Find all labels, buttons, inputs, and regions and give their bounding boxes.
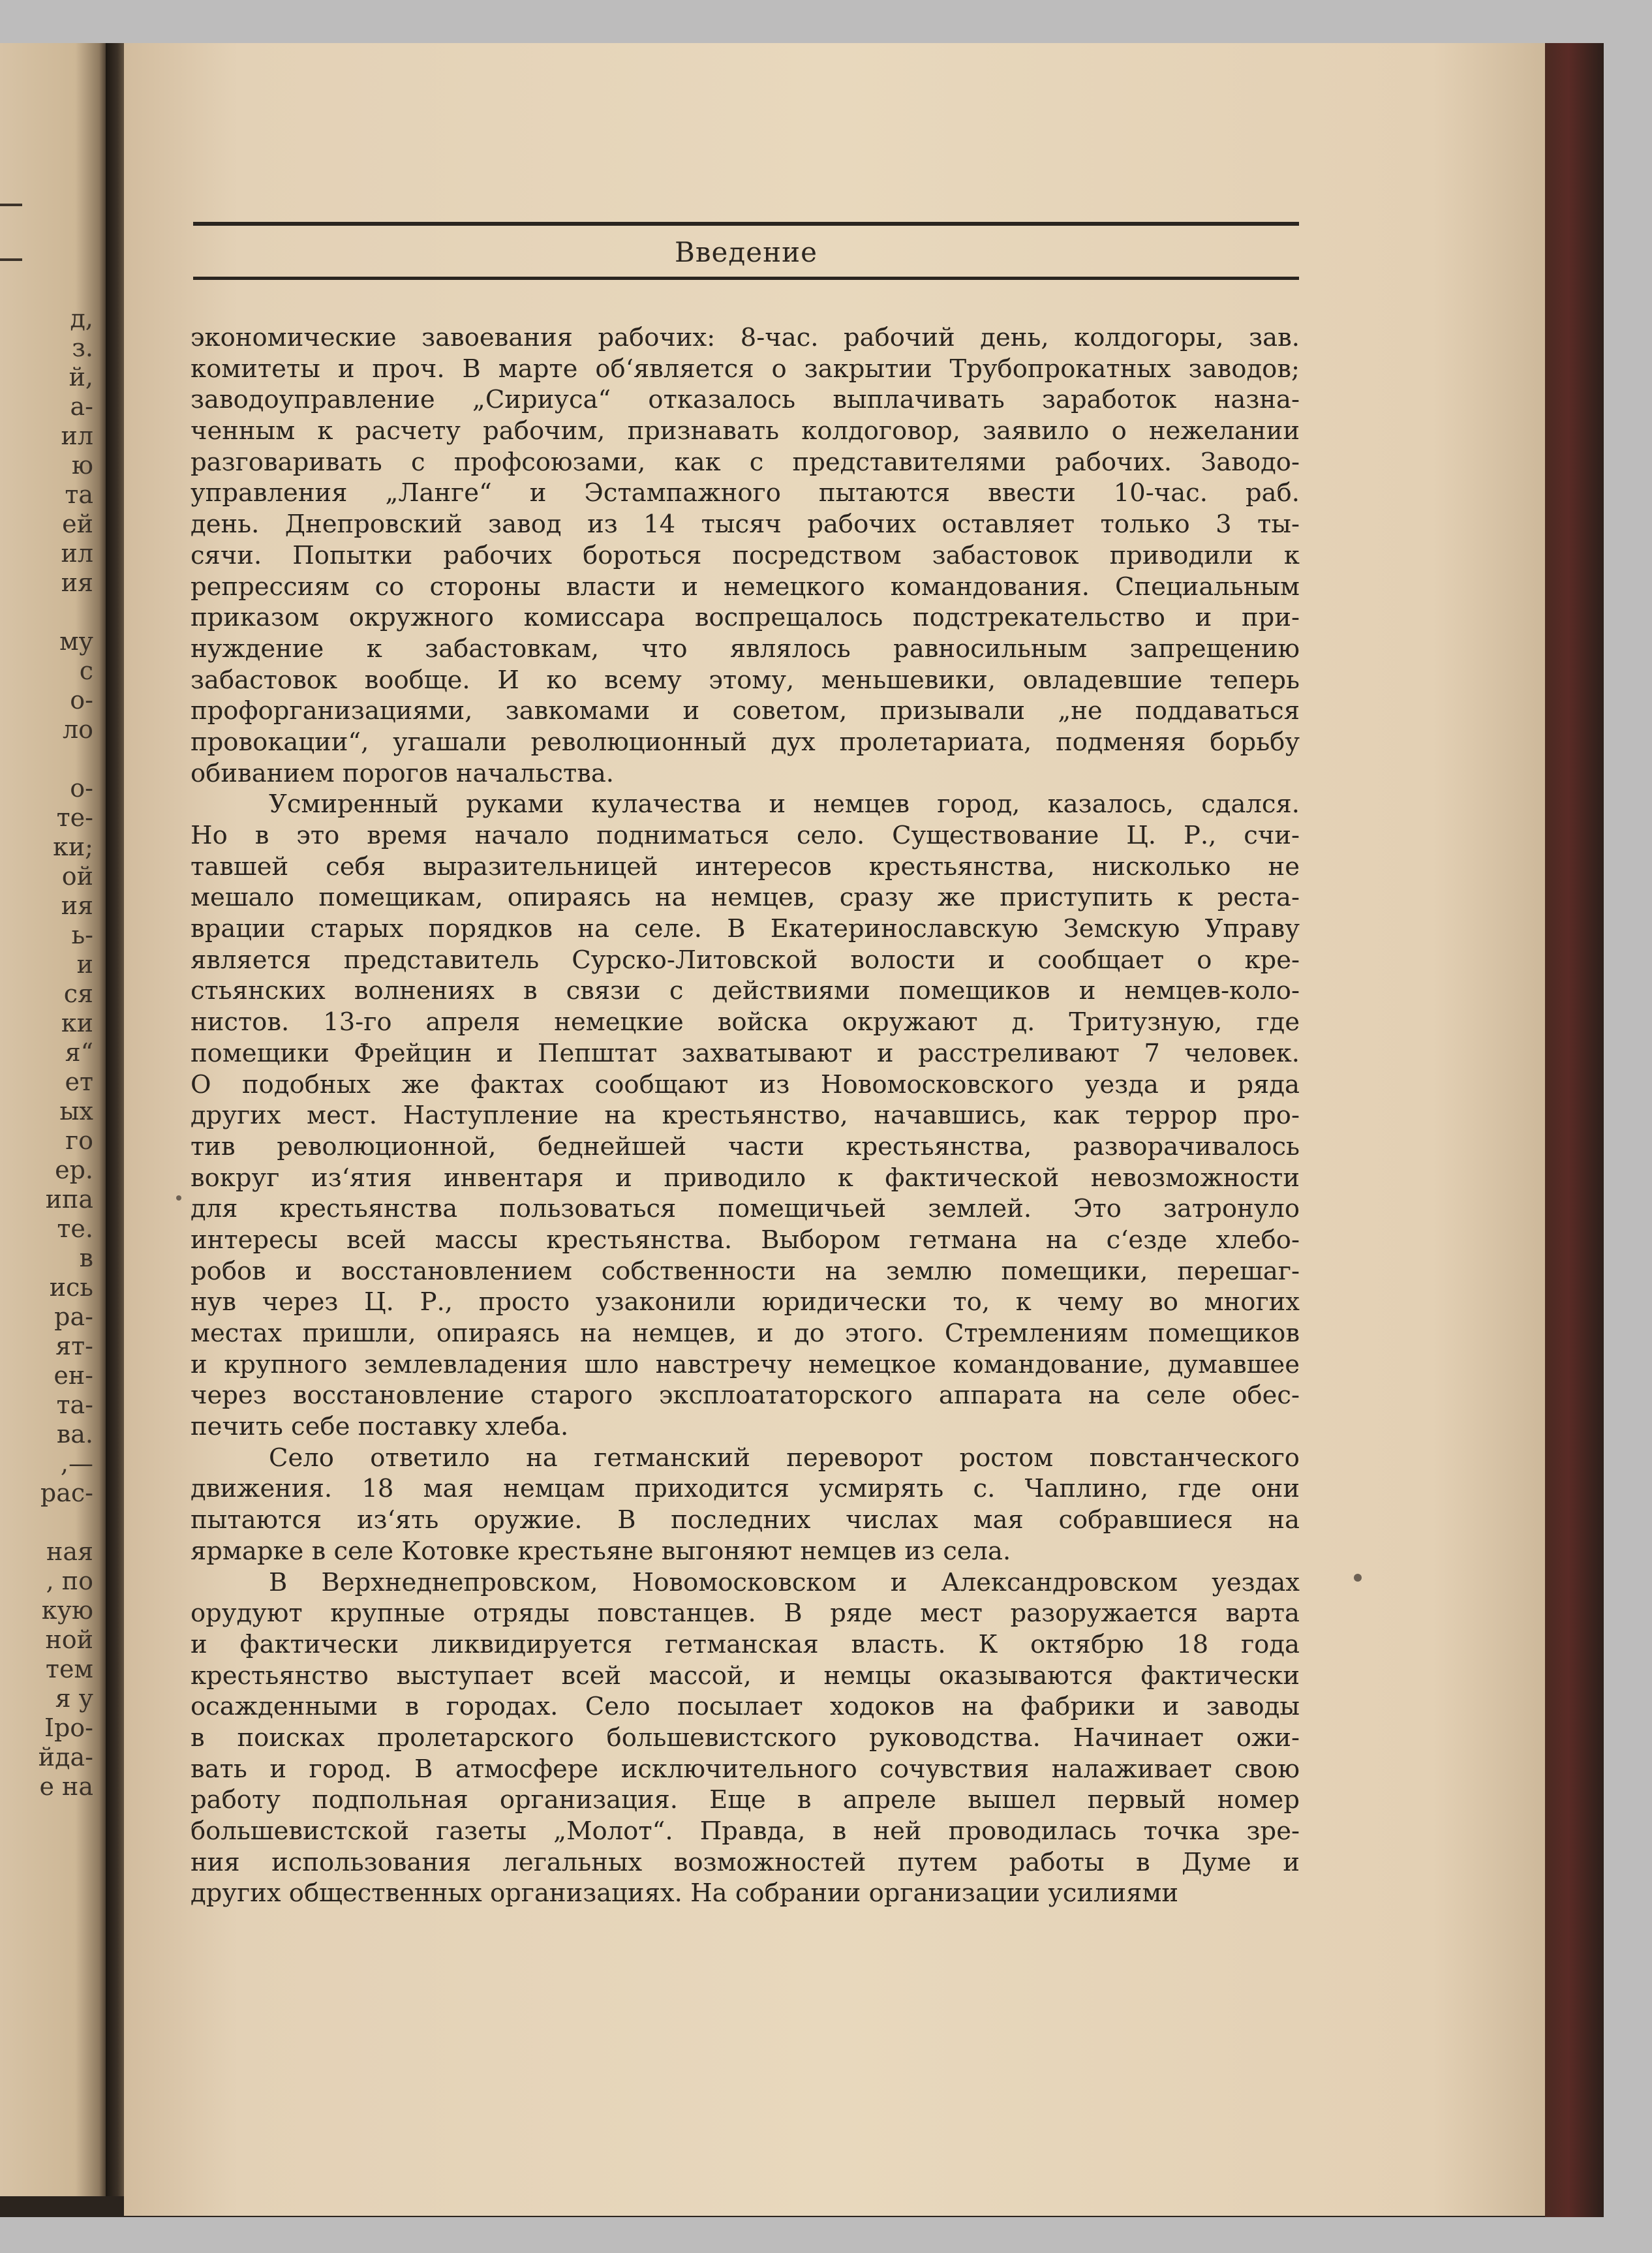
text-line: интересы всей массы крестьянства. Выбором гетмана на с‘езде хлебо- — [191, 1225, 1300, 1255]
text-line: тавшей себя выразительницей интересов крестьянства, нисколько не — [191, 851, 1300, 881]
left-page-fragment: ия — [61, 568, 93, 597]
left-page-fragment: ет — [65, 1067, 93, 1096]
text-line: тив революционной, беднейшей части крестьянства, разворачивалось — [191, 1131, 1300, 1161]
text-line: обиванием порогов начальства. — [191, 758, 615, 788]
left-page-fragment: ра- — [54, 1302, 93, 1331]
left-page-fragment: й, — [69, 363, 93, 391]
paragraph — [191, 1443, 1300, 1567]
left-page-fragment — [0, 598, 93, 627]
left-page-fragment: ло — [62, 715, 93, 744]
left-page-text-fragments — [0, 304, 93, 1801]
left-page-fragment: ил — [61, 539, 93, 568]
left-page-fragment: д, — [70, 304, 93, 333]
paragraph — [191, 322, 1300, 789]
header-rule-top — [193, 222, 1299, 226]
text-line: помещики Фрейцин и Пепштат захватывают и расстреливают 7 человек. — [191, 1038, 1300, 1068]
left-page-fragment: ки; — [53, 833, 93, 861]
left-page-fragment: ен- — [54, 1361, 93, 1390]
left-page-fragment: ил — [61, 421, 93, 450]
text-line: местах пришли, опираясь на немцев, и до этого. Стремлениям помещиков — [191, 1319, 1300, 1348]
text-line: заводоуправление „Сириуса“ отказалось выплачивать заработок назна- — [191, 385, 1300, 415]
left-page-fragment: рас- — [40, 1479, 93, 1507]
text-line: пытаются из‘ять оружие. В последних числах мая собравшиеся на — [191, 1505, 1300, 1535]
text-line: комитеты и проч. В марте об‘является о закрытии Трубопрокатных заводов; — [191, 354, 1300, 384]
paragraph — [191, 789, 1300, 1442]
left-page-fragment: тем — [45, 1655, 93, 1683]
left-page-fragment: те- — [56, 803, 93, 832]
text-line: большевистской газеты „Молот“. Правда, в ней проводилась точка зре- — [191, 1816, 1300, 1846]
left-page-fragment: ная — [46, 1537, 93, 1566]
left-page-fragment: и — [76, 950, 93, 979]
left-page-fragment: ер. — [55, 1156, 93, 1184]
text-line: работу подпольная организация. Еще в апреле вышел первый номер — [191, 1785, 1300, 1815]
left-page-fragment: кую — [41, 1596, 93, 1625]
text-line: других мест. Наступление на крестьянство, начавшись, как террор про- — [191, 1101, 1300, 1131]
text-line: профорганизациями, завкомами и советом, призывали „не поддаваться — [191, 696, 1300, 726]
page-body-text — [191, 322, 1300, 1909]
left-page-fragment: ей — [62, 510, 93, 538]
text-line: осажденными в городах. Село посылает ходоков на фабрики и заводы — [191, 1692, 1300, 1722]
book-cover-edge — [1545, 43, 1604, 2217]
text-line: день. Днепровский завод из 14 тысяч рабочих оставляет только 3 ты- — [191, 510, 1300, 540]
paper-speck — [176, 1195, 181, 1201]
text-line: движения. 18 мая немцам приходится усмирять с. Чаплино, где они — [191, 1474, 1300, 1504]
text-line: орудуют крупные отряды повстанцев. В ряде мест разоружается варта — [191, 1599, 1300, 1629]
text-line: мешало помещикам, опираясь на немцев, сразу же приступить к реста- — [191, 883, 1300, 913]
text-line: провокации“, угашали революционный дух пролетариата, подменяя борьбу — [191, 727, 1300, 757]
left-page-fragment: йда- — [38, 1743, 93, 1771]
text-line: репрессиям со стороны власти и немецкого командования. Специальным — [191, 572, 1300, 602]
left-page-fragment: ипа — [45, 1185, 93, 1214]
left-page-fragment: о- — [70, 774, 93, 803]
paper-speck — [1354, 1574, 1362, 1582]
left-page-fragment: я“ — [65, 1038, 93, 1067]
text-line: для крестьянства пользоваться помещичьей землей. Это затронуло — [191, 1194, 1300, 1224]
text-line: врации старых порядков на селе. В Екатеринославскую Земскую Управу — [191, 914, 1300, 944]
left-page-fragment: ,— — [60, 1449, 93, 1478]
left-page-fragment: ых — [59, 1097, 93, 1126]
text-line: О подобных же фактах сообщают из Новомосковского уезда и ряда — [191, 1069, 1300, 1099]
text-line: разговаривать с профсоюзами, как с представителями рабочих. Заводо- — [191, 447, 1300, 477]
text-line: вокруг из‘ятия инвентаря и приводило к фактической невозможности — [191, 1163, 1300, 1193]
text-line: приказом окружного комиссара воспрещалось подстрекательство и при- — [191, 603, 1300, 633]
text-line: сячи. Попытки рабочих бороться посредством забастовок приводили к — [191, 540, 1300, 570]
running-head: Введение — [675, 236, 818, 268]
text-line: и крупного землевладения шло навстречу немецкое командование, думавшее — [191, 1349, 1300, 1379]
left-page-fragment: го — [65, 1126, 93, 1155]
text-line: ярмарке в селе Котовке крестьяне выгоняют немцев из села. — [191, 1536, 1011, 1566]
left-page-fragment: та- — [56, 1390, 93, 1419]
text-line: управления „Ланге“ и Эстампажного пытаются ввести 10-час. раб. — [191, 478, 1300, 508]
left-page-fragment: та — [65, 480, 93, 509]
text-line: экономические завоевания рабочих: 8-час. рабочий день, колдогоры, зав. — [191, 323, 1300, 352]
header-rule-bottom — [193, 277, 1299, 280]
left-page-fragment — [0, 744, 93, 774]
left-page-fragment: в — [79, 1244, 93, 1272]
left-page-fragment: Іро- — [44, 1713, 93, 1742]
left-page-fragment: те. — [57, 1214, 93, 1243]
text-line: печить себе поставку хлеба. — [191, 1412, 569, 1442]
text-line: Село ответило на гетманский переворот ростом повстанческого — [269, 1443, 1300, 1473]
text-line: робов и восстановлением собственности на землю помещики, перешаг- — [191, 1256, 1300, 1286]
text-line: через восстановление старого эксплоататорского аппарата на селе обес- — [191, 1381, 1300, 1411]
left-page-fragment: ю — [71, 451, 93, 480]
text-line: ченным к расчету рабочим, признавать колдоговор, заявило о нежелании — [191, 416, 1300, 446]
left-page-fragment: ь- — [71, 921, 93, 949]
left-page-fragment: а- — [70, 392, 93, 421]
text-line: забастовок вообще. И ко всему этому, меньшевики, овладевшие теперь — [191, 665, 1300, 695]
left-page-dash — [0, 258, 22, 261]
text-line: в поисках пролетарского большевистского руководства. Начинает ожи- — [191, 1723, 1300, 1753]
left-page-fragment: с — [79, 656, 93, 685]
text-line: Усмиренный руками кулачества и немцев город, казалось, сдался. — [269, 789, 1300, 820]
text-line: ния использования легальных возможностей путем работы в Думе и — [191, 1847, 1300, 1877]
left-page-fragment — [0, 1508, 93, 1537]
text-line: Но в это время начало подниматься село. Существование Ц. Р., счи- — [191, 821, 1300, 850]
text-line: вать и город. В атмосфере исключительного сочувствия налаживает свою — [191, 1754, 1300, 1784]
left-page-fragment: ной — [45, 1625, 93, 1654]
left-page-fragment: ия — [61, 891, 93, 920]
paragraph — [191, 1567, 1300, 1910]
text-line: стьянских волнениях в связи с действиями помещиков и немцев-коло- — [191, 976, 1300, 1006]
left-page-fragment: ся — [63, 979, 93, 1008]
text-line: нистов. 13-го апреля немецкие войска окружают д. Тритузную, где — [191, 1007, 1300, 1037]
left-page-fragment: ят- — [55, 1332, 93, 1360]
left-page-fragment: му — [59, 627, 93, 656]
text-line: и фактически ликвидируется гетманская власть. К октябрю 18 года — [191, 1629, 1300, 1659]
left-page-edge — [0, 43, 108, 2196]
left-page-fragment: ва. — [56, 1420, 93, 1448]
text-line: других общественных организациях. На собрании организации усилиями — [191, 1878, 1179, 1908]
text-line: нув через Ц. Р., просто узаконили юридически то, к чему во многих — [191, 1287, 1300, 1317]
left-page-fragment: , по — [46, 1567, 93, 1595]
text-line: крестьянство выступает всей массой, и немцы оказываются фактически — [191, 1661, 1300, 1691]
left-page-dash — [0, 204, 22, 206]
left-page-fragment: ой — [61, 862, 93, 891]
left-page-fragment: я у — [55, 1684, 93, 1713]
left-page-fragment: з. — [72, 333, 93, 362]
left-page-fragment: ись — [49, 1273, 93, 1302]
text-line: В Верхнеднепровском, Новомосковском и Александровском уездах — [269, 1567, 1300, 1597]
left-page-fragment: о- — [70, 686, 93, 714]
left-page-fragment: ки — [61, 1009, 93, 1037]
book-spine — [106, 43, 125, 2196]
text-line: нуждение к забастовкам, что являлось равносильным запрещению — [191, 634, 1300, 664]
left-page-fragment: е на — [39, 1772, 93, 1801]
text-line: является представитель Сурско-Литовской волости и сообщает о кре- — [191, 945, 1300, 975]
